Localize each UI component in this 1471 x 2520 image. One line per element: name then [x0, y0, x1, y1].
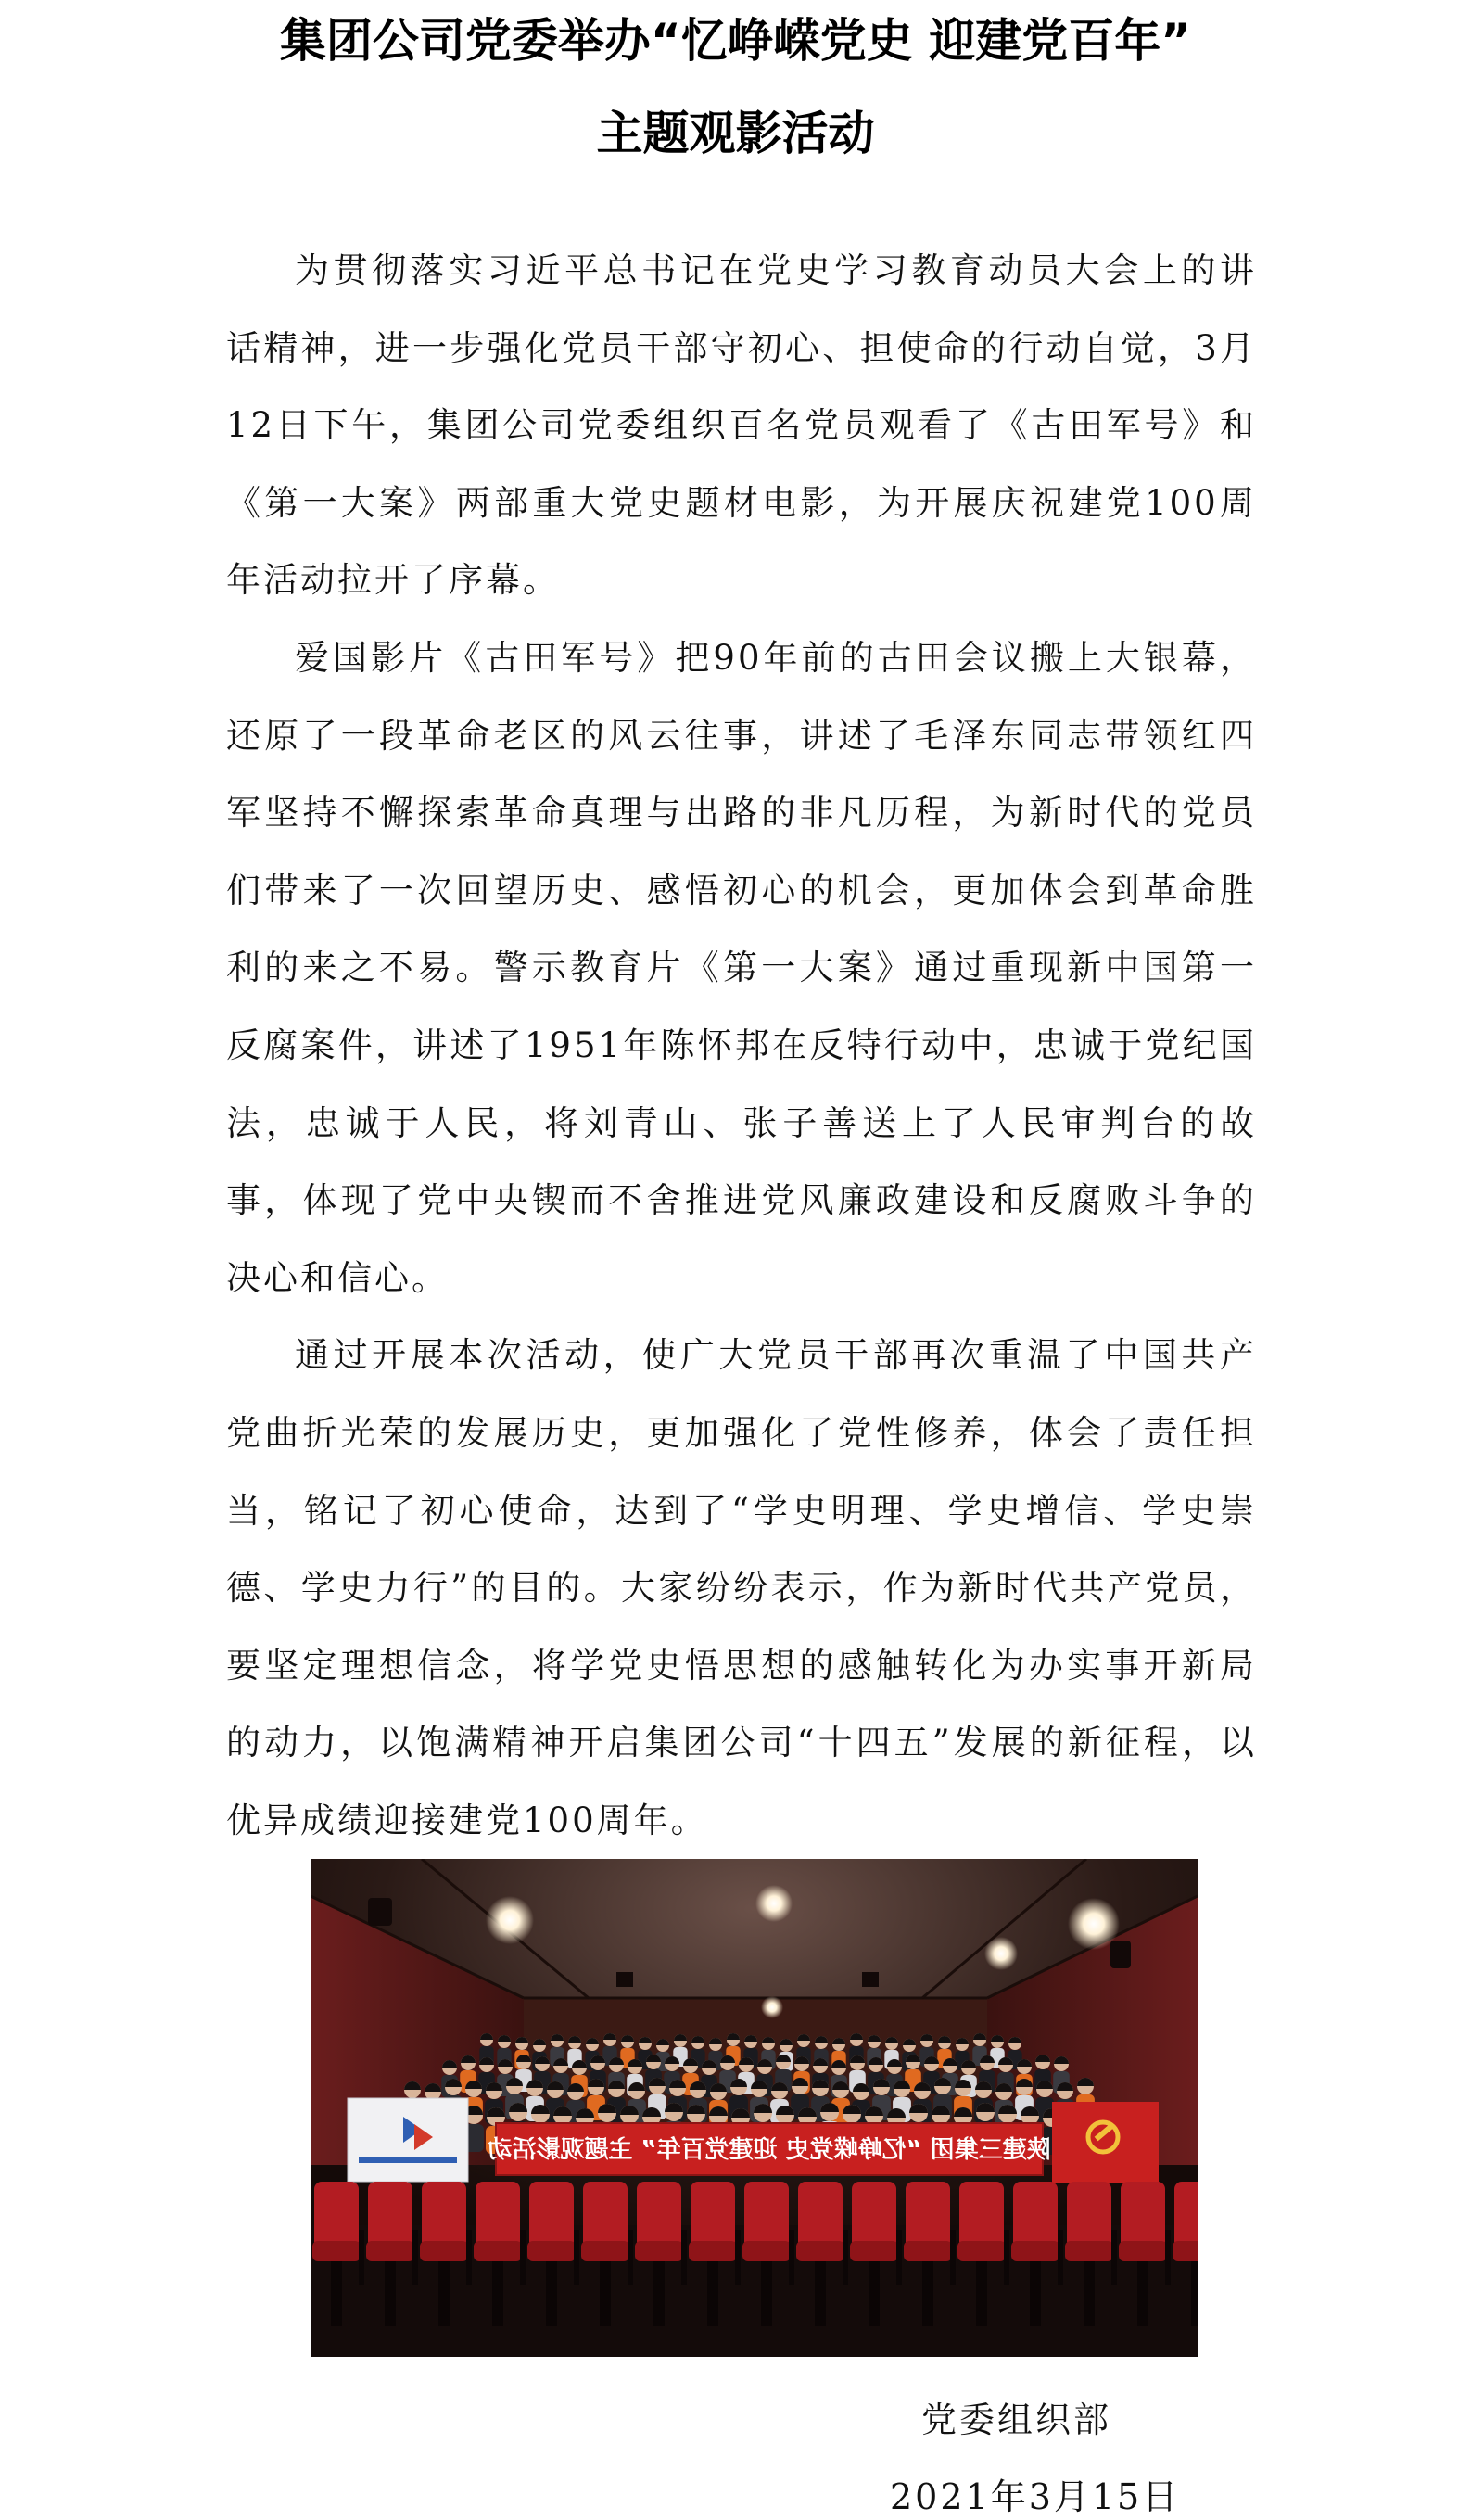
signature-date: 2021年3月15日 [890, 2476, 1181, 2517]
cinema-seat-armrest [574, 2230, 579, 2285]
cinema-seat-back [476, 2182, 520, 2248]
cinema-seat-back [1174, 2182, 1198, 2248]
signature-department: 党委组织部 [921, 2399, 1112, 2440]
cinema-seat-base [1084, 2261, 1095, 2326]
cinema-seat-armrest [1165, 2230, 1171, 2285]
cinema-seat-armrest [412, 2230, 418, 2285]
cinema-seat-back [906, 2182, 950, 2248]
cinema-seat-armrest [735, 2230, 741, 2285]
cinema-seat-cushion [527, 2241, 576, 2261]
cinema-seat-armrest [843, 2230, 848, 2285]
group-photo [311, 1859, 1198, 2357]
paragraph-3: 通过开展本次活动，使广大党员干部再次重温了中国共产党曲折光荣的发展历史，更加强化了党性修养，体会了责任担当，铭记了初心使命，达到了“学史明理、学史增信、学史崇德、学史力行”的目的。大家纷纷表示，作为新时代共产党员，要坚定理想信念，将学党史悟思想的感触转化为办实事开新局的动力，以饱满精神开启集团公司“十四五”发展的新征程，以优异成绩迎接建党100周年。 [226, 1335, 1257, 1840]
cinema-seat-armrest [1111, 2230, 1117, 2285]
cinema-seat-back [852, 2182, 896, 2248]
cinema-seat-base [385, 2261, 396, 2326]
cinema-seat-base [600, 2261, 611, 2326]
cinema-seat-back [422, 2182, 466, 2248]
paragraph-2: 爱国影片《古田军号》把90年前的古田会议搬上大银幕，还原了一段革命老区的风云往事，讲述了毛泽东同志带领红四军坚持不懈探索革命真理与出路的非凡历程，为新时代的党员们带来了一次回望历史、感悟初心的机会，更加体会到革命胜利的来之不易。警示教育片《第一大案》通过重现新中国第一反腐案件，讲述了1951年陈怀邦在反特行动中，忠诚于党纪国法，忠诚于人民，将刘青山、张子善送上了人民审判台的故事，体现了党中央锲而不舍推进党风廉政建设和反腐败斗争的决心和信心。 [226, 637, 1257, 1298]
cinema-seat-back [959, 2182, 1004, 2248]
cinema-seat-armrest [1058, 2230, 1063, 2285]
cinema-seat-back [368, 2182, 412, 2248]
cinema-seat-cushion [1173, 2241, 1198, 2261]
cinema-seat-armrest [520, 2230, 526, 2285]
cinema-seat-base [331, 2261, 342, 2326]
cinema-seat-back [1013, 2182, 1058, 2248]
banner-text: 陕建三集团 “忆峥嵘党史 迎建党百年” 主题观影活动 [488, 2136, 1051, 2164]
cinema-seat-cushion [904, 2241, 952, 2261]
cinema-seat-cushion [1119, 2241, 1167, 2261]
cinema-seat-back [691, 2182, 735, 2248]
cinema-seat-back [529, 2182, 574, 2248]
document-body [226, 232, 1257, 1859]
cinema-seat-cushion [1065, 2241, 1113, 2261]
cinema-seat-armrest [1004, 2230, 1009, 2285]
cinema-seat-cushion [366, 2241, 414, 2261]
cinema-seat-back [798, 2182, 843, 2248]
cinema-seat-armrest [628, 2230, 633, 2285]
cinema-seat-cushion [581, 2241, 629, 2261]
cinema-seat-back [1067, 2182, 1111, 2248]
cinema-seat-cushion [850, 2241, 898, 2261]
document-title-line-1: 集团公司党委举办“忆峥嵘党史 迎建党百年” [279, 14, 1192, 68]
cinema-seat-armrest [681, 2230, 687, 2285]
cinema-seat-base [653, 2261, 665, 2326]
cinema-seat-cushion [796, 2241, 844, 2261]
cinema-seat-back [1121, 2182, 1165, 2248]
cinema-seat-back [583, 2182, 628, 2248]
cinema-seat-cushion [742, 2241, 791, 2261]
cinema-photo-illustration [311, 1859, 1198, 2357]
cinema-seat-cushion [420, 2241, 468, 2261]
cinema-seat-armrest [950, 2230, 956, 2285]
cinema-seat-armrest [789, 2230, 794, 2285]
cinema-seat-base [761, 2261, 772, 2326]
cinema-seat-cushion [1011, 2241, 1059, 2261]
cinema-seat-base [976, 2261, 987, 2326]
cinema-seat-armrest [466, 2230, 472, 2285]
cinema-seat-back [314, 2182, 359, 2248]
cinema-seat-base [1030, 2261, 1041, 2326]
cinema-seat-base [869, 2261, 880, 2326]
cinema-seat-cushion [312, 2241, 361, 2261]
cinema-seat-base [922, 2261, 933, 2326]
cinema-seat-base [438, 2261, 450, 2326]
cinema-seat-armrest [359, 2230, 364, 2285]
cinema-seat-base [707, 2261, 718, 2326]
cinema-seat-cushion [474, 2241, 522, 2261]
cinema-seat-base [546, 2261, 557, 2326]
cinema-seat-base [815, 2261, 826, 2326]
cinema-seat-cushion [957, 2241, 1006, 2261]
cinema-seat-cushion [689, 2241, 737, 2261]
cinema-seat-armrest [896, 2230, 902, 2285]
paragraph-1: 为贯彻落实习近平总书记在党史学习教育动员大会上的讲话精神，进一步强化党员干部守初心、担使命的行动自觉，3月12日下午，集团公司党委组织百名党员观看了《古田军号》和《第一大案》两部重大党史题材电影，为开展庆祝建党100周年活动拉开了序幕。 [226, 250, 1257, 601]
cinema-seat-base [492, 2261, 503, 2326]
cinema-seat-base [1137, 2261, 1148, 2326]
document-title-line-2: 主题观影活动 [596, 107, 875, 160]
cinema-seat-base [1191, 2261, 1198, 2326]
cinema-seat-back [744, 2182, 789, 2248]
cinema-seat-cushion [635, 2241, 683, 2261]
cinema-seat-back [637, 2182, 681, 2248]
